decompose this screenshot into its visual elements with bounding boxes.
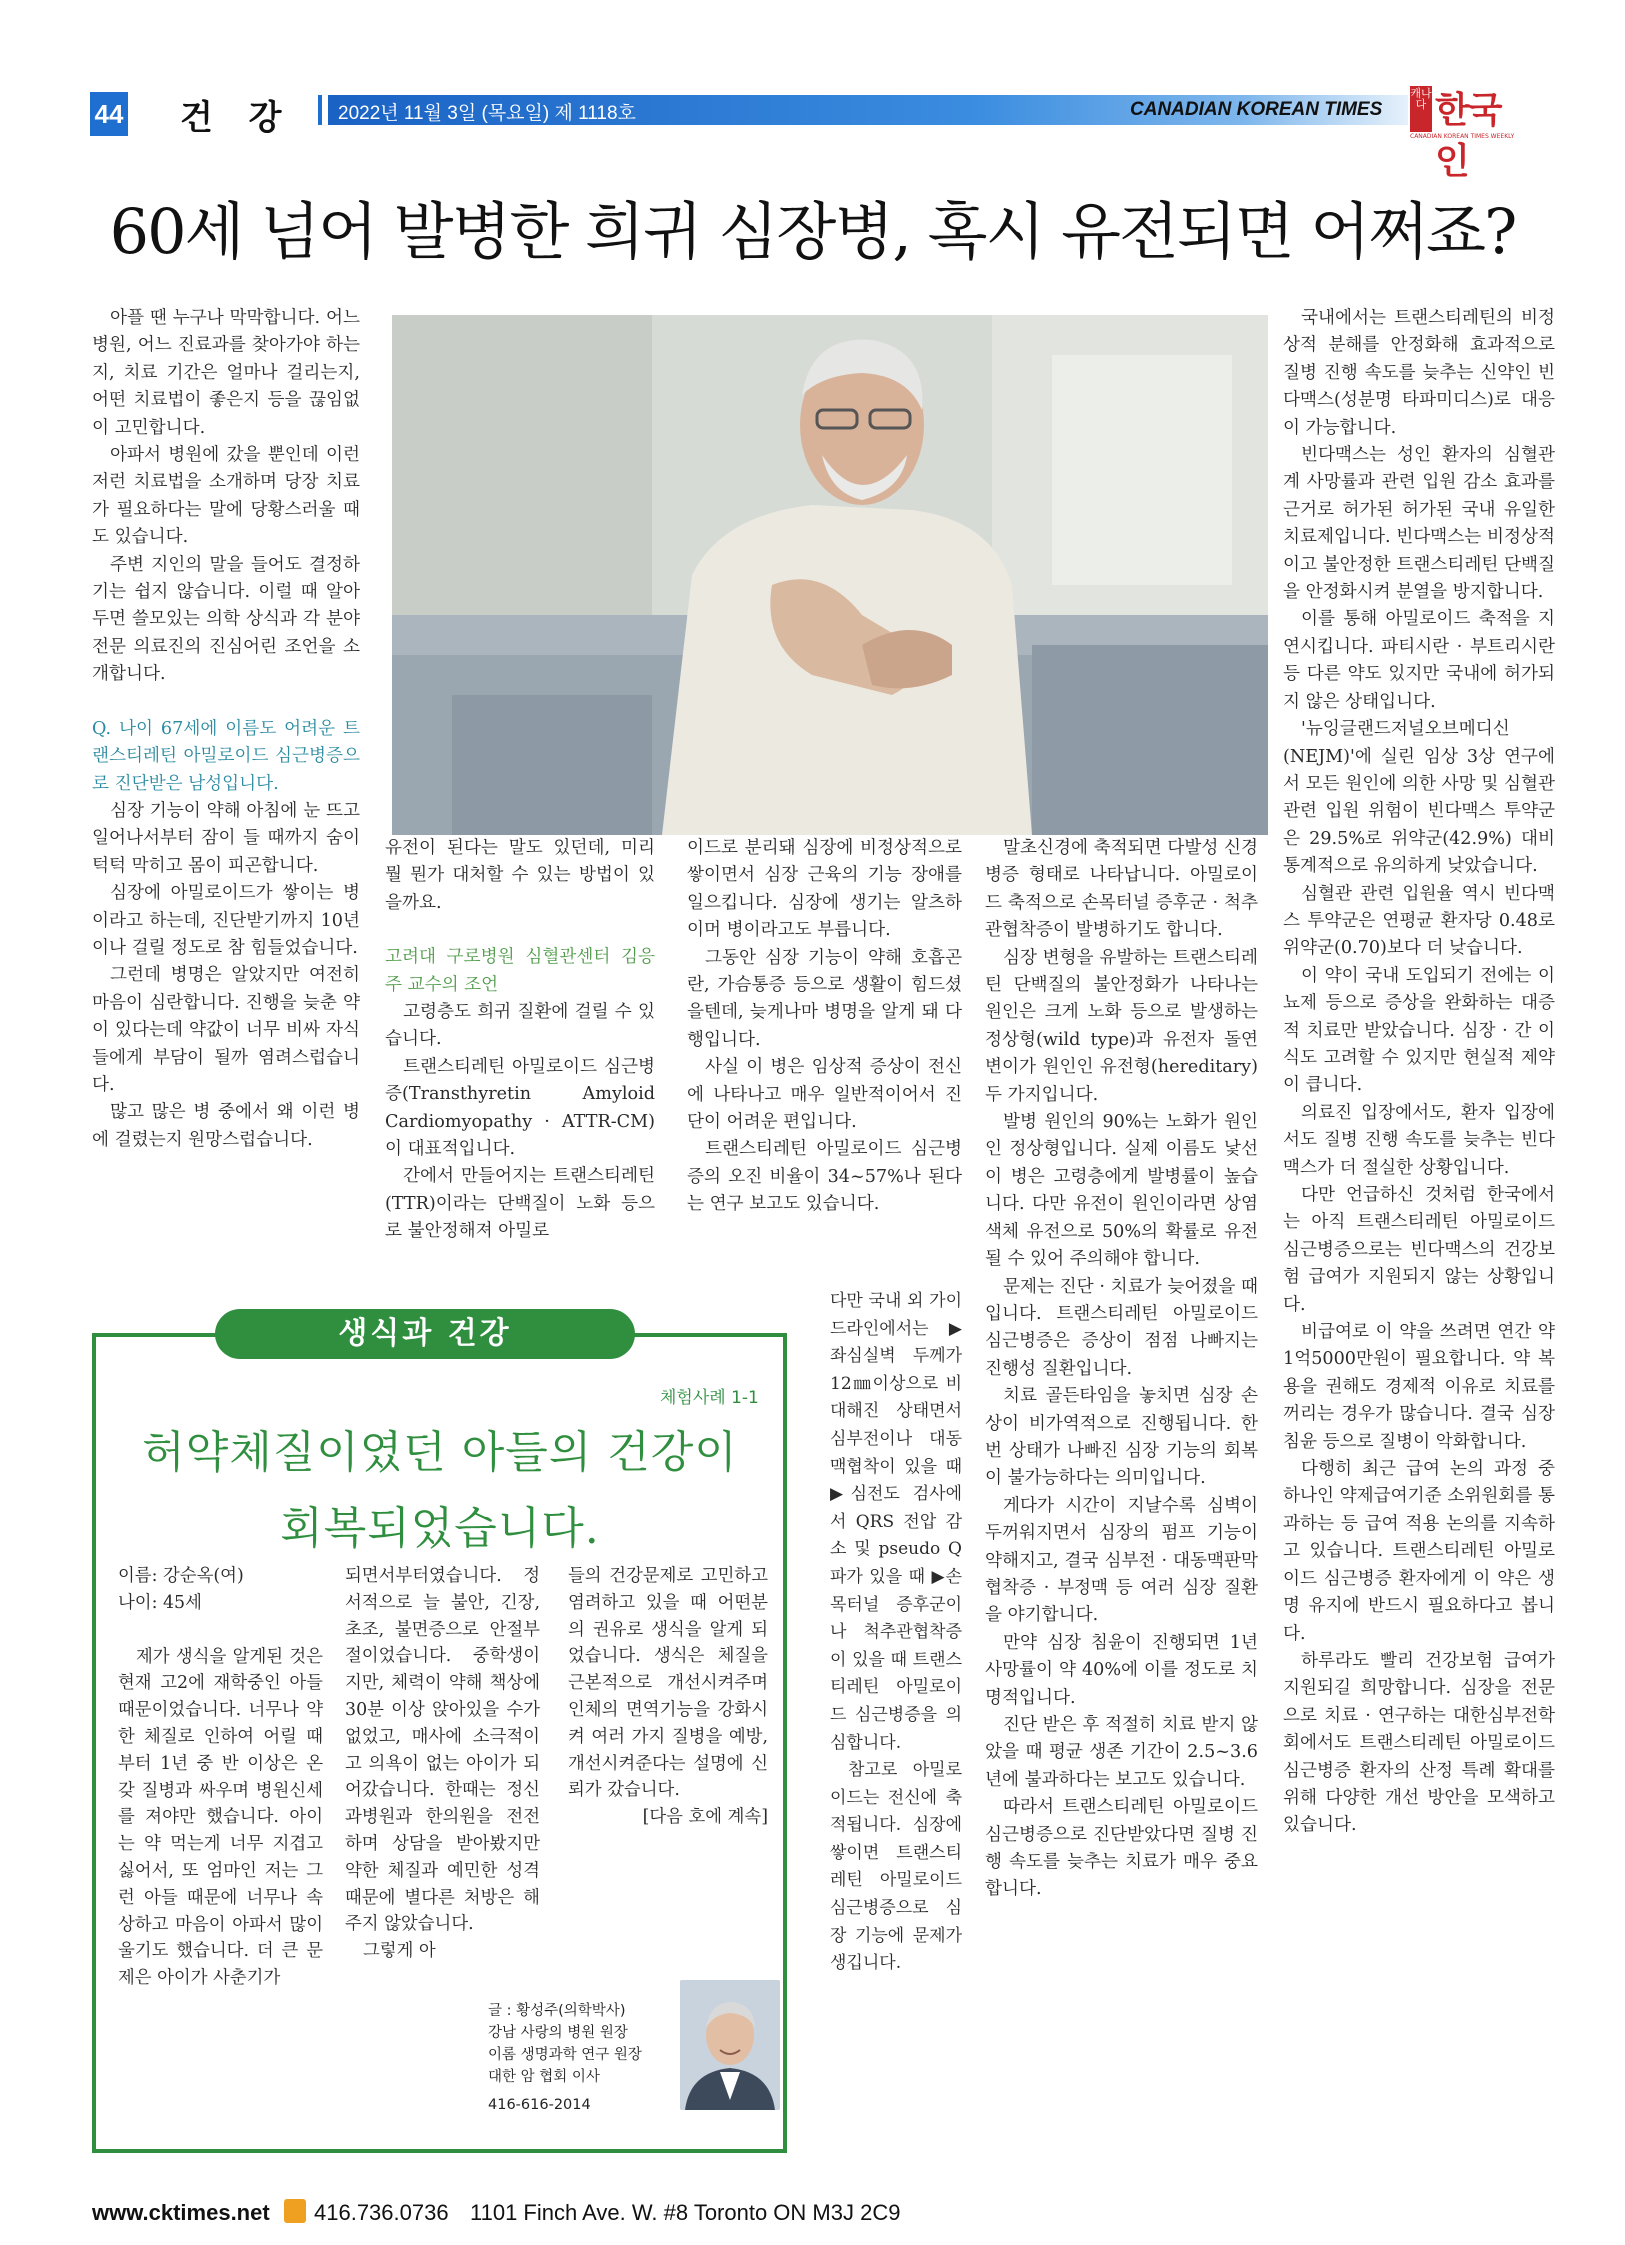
answer-heading: 고려대 구로병원 심혈관센터 김응주 교수의 조언 (385, 947, 655, 995)
answer-paragraph: 진단 받은 후 적절히 치료 받지 않았을 때 평균 생존 기간이 2.5~3.6년에 불과하다는 보고도 있습니다. (985, 1715, 1258, 1790)
question-paragraph: 심장에 아밀로이드가 쌓이는 병이라고 하는데, 진단받기까지 10년이나 걸릴 정도로 참 힘들었습니다. (92, 883, 360, 958)
answer-paragraph: 고령층도 희귀 질환에 걸릴 수 있습니다. (385, 1002, 655, 1050)
intro-paragraph: 아플 땐 누구나 막막합니다. 어느 병원, 어느 진료과를 찾아가야 하는지, 치료 기간은 얼마나 걸리는지, 어떤 치료법이 좋은지 등을 끊임없이 고민합니다. (92, 308, 360, 438)
answer-paragraph: 이 약이 국내 도입되기 전에는 이뇨제 등으로 증상을 완화하는 대증적 치료만 받았습니다. 심장 · 간 이식도 고려할 수 있지만 현실적 제약이 큽니다. (1283, 965, 1555, 1096)
age-line: 나이: 45세 (118, 1592, 202, 1613)
headline: 60세 넘어 발병한 희귀 심장병, 혹시 유전되면 어쩌죠? (109, 195, 1516, 268)
name-line: 이름: 강순옥(여) (118, 1566, 244, 1586)
answer-paragraph: 다행히 최근 급여 논의 과정 중 하나인 약제급여기준 소위원회를 통과하는 등 급여 적용 논의를 지속하고 있습니다. 트랜스티레틴 아밀로이드 심근병증 환자에게 이 약은 생명 유지에 반드시 필요하다고 봅니다. (1283, 1459, 1555, 1644)
answer-paragraph: 문제는 진단 · 치료가 늦어졌을 때입니다. 트랜스티레틴 아밀로이드 심근병증은 증상이 점점 나빠지는 진행성 질환입니다. (985, 1276, 1258, 1379)
question-paragraph: 많고 많은 병 중에서 왜 이런 병에 걸렸는지 원망스럽습니다. (92, 1102, 360, 1150)
answer-paragraph: 간에서 만들어지는 트랜스티레틴(TTR)이라는 단백질이 노화 등으로 불안정해져 아밀로 (385, 1166, 655, 1242)
advertorial-headline-line-2: 회복되었습니다. (280, 1503, 600, 1554)
answer-paragraph: 트랜스티레틴 아밀로이드 심근병증(Transthyretin Amyloid Cardiomyopathy · ATTR-CM)이 대표적입니다. (385, 1056, 655, 1160)
answer-paragraph: 발병 원인의 90%는 노화가 원인인 정상형입니다. 실제 이름도 낯선 이 병은 고령층에게 발병률이 높습니다. 다만 유전이 원인이라면 상염색체 유전으로 50%의 확률로 유전될 수 있어 주의해야 합니다. (985, 1112, 1258, 1270)
article-column-3-narrow (830, 1288, 962, 1978)
author-phone: 416-616-2014 (488, 2097, 591, 2113)
spacer (92, 689, 360, 716)
answer-paragraph: 만약 심장 침윤이 진행되면 1년 사망률이 약 40%에 이를 정도로 치명적입니다. (985, 1632, 1258, 1708)
article-photo (392, 315, 1268, 835)
newspaper-logo (1410, 86, 1525, 182)
case-label: 체험사례 1-1 (660, 1388, 759, 1408)
footer-address: 1101 Finch Ave. W. #8 Toronto ON M3J 2C9 (470, 2200, 901, 2225)
logo-name: 한국인 (1435, 90, 1501, 182)
answer-paragraph: 참고로 아밀로이드는 전신에 축적됩니다. 심장에 쌓이면 트랜스티레틴 아밀로이드 심근병증으로 심장 기능에 문제가 생깁니다. (830, 1760, 962, 1974)
answer-paragraph: 다만 국내 외 가이드라인에서는 ▶좌심실벽 두께가 12㎜이상으로 비대해진 상태면서 심부전이나 대동맥협착이 있을 때 ▶심전도 검사에서 QRS 전압 감소 및 pseudo Q파가 있을 때 ▶손목터널 증후군이나 척추관협착증이 있을 때 트랜스티레틴 아밀로이드 심근병증을 의심합니다. (830, 1291, 962, 1753)
reader-question: Q. 나이 67세에 이름도 어려운 트랜스티레틴 아밀로이드 심근병증으로 진단받은 남성입니다. (92, 718, 360, 794)
author-name: 글 : 황성주(의학박사) (488, 2003, 626, 2019)
spacer (385, 917, 655, 944)
answer-paragraph: 심장 변형을 유발하는 트랜스티레틴 단백질의 불안정화가 나타나는 원인은 크게 노화 등으로 발생하는 정상형(wild type)과 유전자 돌연변이가 원인인 유전형(hereditary) 두 가지입니다. (985, 947, 1258, 1105)
answer-paragraph: 빈다맥스는 성인 환자의 심혈관계 사망률과 관련 입원 감소 효과를 근거로 허가된 허가된 국내 유일한 치료제입니다. 빈다맥스는 비정상적이고 불안정한 트랜스티레틴 단백질을 안정화시켜 분열을 방지합니다. (1283, 445, 1555, 603)
intro-paragraph: 아파서 병원에 갔을 뿐인데 이런저런 치료법을 소개하며 당장 치료가 필요하다는 말에 당황스러울 때도 있습니다. (92, 445, 360, 548)
page-number: 44 (90, 92, 128, 136)
section-title: 건 강 (180, 98, 294, 138)
advertorial-paragraph: 제가 생식을 알게된 것은 현재 고2에 재학중인 아들 때문이었습니다. 너무나 약한 체질로 인하여 어릴 때부터 1년 중 반 이상은 온갖 질병과 싸우며 병원신세를 져야만 했습니다. 아이는 약 먹는게 너무 지겹고 싫어서, 또 엄마인 저는 그런 아들 때문에 너무나 속상하고 마음이 아파서 많이 울기도 했습니다. 더 큰 문제은 아이가 사춘기가 (118, 1646, 323, 1989)
author-title: 강남 사랑의 병원 원장 (488, 2025, 628, 2041)
answer-paragraph: 치료 골든타임을 놓치면 심장 손상이 비가역적으로 진행됩니다. 한 번 상태가 나빠진 심장 기능의 회복이 불가능하다는 의미입니다. (985, 1386, 1258, 1489)
article-column-4 (985, 835, 1258, 1904)
paper-name: CANADIAN KOREAN TIMES (1130, 99, 1383, 120)
question-paragraph: 그런데 병명은 알았지만 여전히 마음이 심란합니다. 진행을 늦춘 약이 있다는데 약값이 너무 비싸 자식들에게 부담이 될까 염려스럽습니다. (92, 965, 360, 1095)
answer-paragraph: 따라서 트랜스티레틴 아밀로이드 심근병증으로 진단받았다면 질병 진행 속도를 늦추는 치료가 매우 중요합니다. (985, 1797, 1258, 1900)
advertorial-paragraph: 들의 건강문제로 고민하고 염려하고 있을 때 어떤분의 권유로 생식을 알게 되었습니다. 생식은 체질을 근본적으로 개선시켜주며 인체의 면역기능을 강화시켜 여러 가지 질병을 예방, 개선시켜준다는 설명에 신뢰가 갔습니다. (568, 1566, 768, 1801)
advertorial-headline (100, 1415, 780, 1567)
answer-paragraph: 그동안 심장 기능이 약해 호흡곤란, 가슴통증 등으로 생활이 힘드셨을텐데, 늦게나마 병명을 알게 돼 다행입니다. (687, 947, 962, 1050)
advertorial-column-1 (118, 1563, 323, 1992)
author-title: 대한 암 협회 이사 (488, 2069, 600, 2085)
spacer (118, 1617, 323, 1644)
footer-website[interactable]: www.cktimes.net (92, 2200, 270, 2225)
answer-paragraph: 말초신경에 축적되면 다발성 신경병증 형태로 나타납니다. 아밀로이드 축적으로 손목터널 증후군 · 척추관협착증이 발병하기도 합니다. (985, 838, 1258, 941)
author-photo (680, 1980, 780, 2110)
question-paragraph: 심장 기능이 약해 아침에 눈 뜨고 일어나서부터 잠이 들 때까지 숨이 턱턱 막히고 몸이 피곤합니다. (92, 800, 360, 876)
answer-paragraph: 사실 이 병은 임상적 증상이 전신에 나타나고 매우 일반적이어서 진단이 어려운 편입니다. (687, 1057, 962, 1133)
article-column-5 (1283, 305, 1555, 1840)
article-column-1 (92, 305, 360, 1154)
question-paragraph: 유전이 된다는 말도 있던데, 미리 뭘 뭔가 대처할 수 있는 방법이 있을까요. (385, 838, 655, 913)
phone-icon (284, 2199, 306, 2223)
answer-paragraph: 국내에서는 트랜스티레틴의 비정상적 분해를 안정화해 효과적으로 질병 진행 속도를 늦추는 신약인 빈다맥스(성분명 타파미디스)로 대응이 가능합니다. (1283, 308, 1555, 438)
answer-paragraph: '뉴잉글랜드저널오브메디신(NEJM)'에 실린 임상 3상 연구에서 모든 원인에 의한 사망 및 심혈관 관련 입원 위험이 빈다맥스 투약군은 29.5%로 위약군(42.9%) 대비 통계적으로 유의하게 낮았습니다. (1283, 719, 1555, 877)
answer-paragraph: 다만 언급하신 것처럼 한국에서는 아직 트랜스티레틴 아밀로이드 심근병증으로는 빈다맥스의 건강보험 급여가 지원되지 않는 상황입니다. (1283, 1185, 1555, 1315)
issue-date: 2022년 11월 3일 (목요일) 제 1118호 (338, 103, 636, 124)
author-info (488, 2000, 642, 2116)
continued-note: [다음 호에 계속] (642, 1807, 768, 1828)
article-column-3 (687, 835, 962, 1219)
advertorial-title: 생식과 건강 (215, 1309, 635, 1359)
article-column-2 (385, 835, 655, 1246)
answer-paragraph: 하루라도 빨리 건강보험 급여가 지원되길 희망합니다. 심장을 전문으로 치료 · 연구하는 대한심부전학회에서도 트랜스티레틴 아밀로이드 심근병증 환자의 산정 특례 확대를 위해 다양한 개선 방안을 모색하고 있습니다. (1283, 1650, 1555, 1836)
advertorial-column-3 (568, 1563, 768, 1831)
advertorial-paragraph: 그렇게 아 (363, 1941, 436, 1962)
logo-mark: 캐나다 (1410, 86, 1432, 132)
intro-paragraph: 주변 지인의 말을 들어도 결정하기는 쉽지 않습니다. 이럴 때 알아두면 쓸모있는 의학 상식과 각 분야 전문 의료진의 진심어린 조언을 소개합니다. (92, 554, 360, 685)
advertorial-column-2 (345, 1563, 540, 1965)
advertorial-paragraph: 되면서부터였습니다. 정서적으로 늘 불안, 긴장, 초조, 불면증으로 안절부절이었습니다. 중학생이지만, 체력이 약해 책상에 30분 이상 앉아있을 수가 없었고, 매사에 소극적이고 의욕이 없는 아이가 되어갔습니다. 한때는 정신과병원과 한의원을 전전하며 상담을 받아봤지만 약한 체질과 예민한 성격 때문에 별다른 처방은 해주지 않았습니다. (345, 1566, 540, 1935)
answer-paragraph: 이드로 분리돼 심장에 비정상적으로 쌓이면서 심장 근육의 기능 장애를 일으킵니다. 심장에 생기는 알츠하이머 병이라고도 부릅니다. (687, 838, 962, 941)
logo-subtitle: CANADIAN KOREAN TIMES WEEKLY (1410, 133, 1515, 140)
answer-paragraph: 트랜스티레틴 아밀로이드 심근병증의 오진 비율이 34~57%나 된다는 연구 보고도 있습니다. (687, 1139, 962, 1215)
advertorial-headline-line-1: 허약체질이였던 아들의 건강이 (142, 1427, 738, 1478)
answer-paragraph: 이를 통해 아밀로이드 축적을 지연시킵니다. 파티시란 · 부트리시란 등 다른 약도 있지만 국내에 허가되지 않은 상태입니다. (1283, 609, 1555, 712)
answer-paragraph: 의료진 입장에서도, 환자 입장에서도 질병 진행 속도를 늦추는 빈다맥스가 더 절실한 상황입니다. (1283, 1102, 1555, 1178)
footer-phone: 416.736.0736 (314, 2200, 449, 2225)
author-title: 이롬 생명과학 연구 원장 (488, 2047, 642, 2063)
answer-paragraph: 게다가 시간이 지날수록 심벽이 두꺼워지면서 심장의 펌프 기능이 약해지고, 결국 심부전 · 대동맥판막협착증 · 부정맥 등 여러 심장 질환을 야기합니다. (985, 1495, 1258, 1626)
answer-paragraph: 심혈관 관련 입원율 역시 빈다맥스 투약군은 연평균 환자당 0.48로 위약군(0.70)보다 더 낮습니다. (1283, 883, 1555, 959)
answer-paragraph: 비급여로 이 약을 쓰려면 연간 약 1억5000만원이 필요합니다. 약 복용을 권해도 경제적 이유로 치료를 꺼리는 경우가 많습니다. 결국 심장 침윤 등으로 질병이 악화합니다. (1283, 1322, 1555, 1452)
